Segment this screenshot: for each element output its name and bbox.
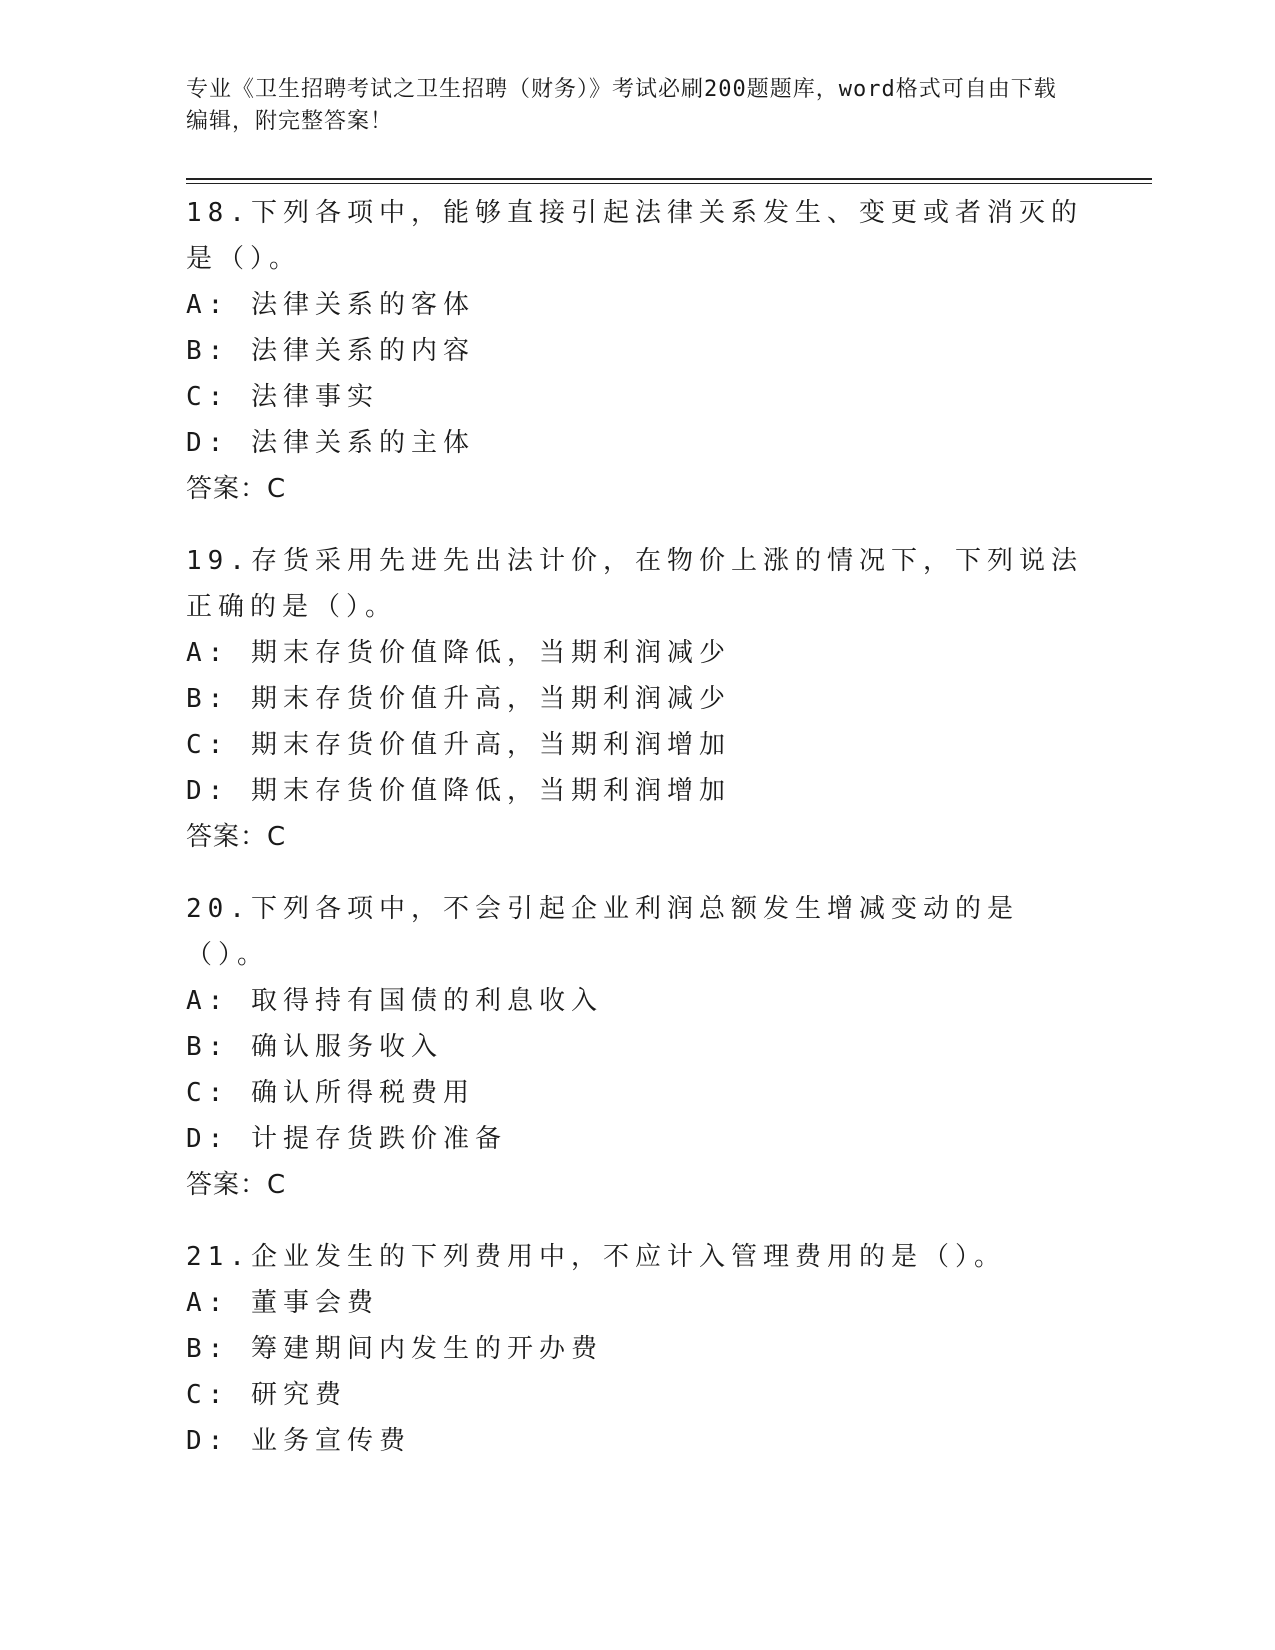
question-list [186,190,1086,1490]
question-21 [186,1234,1086,1464]
option-d: D: 期末存货价值降低，当期利润增加 [186,776,731,806]
answer: 答案：C [186,1170,287,1200]
question-stem: 18.下列各项中，能够直接引起法律关系发生、变更或者消灭的是（）。 [186,198,1083,274]
option-a: A: 法律关系的客体 [186,290,475,320]
question-stem: 21.企业发生的下列费用中，不应计入管理费用的是（）。 [186,1242,1006,1272]
option-a: A: 董事会费 [186,1288,379,1318]
answer: 答案：C [186,474,287,504]
question-18 [186,190,1086,512]
answer: 答案：C [186,822,287,852]
option-c: C: 期末存货价值升高，当期利润增加 [186,730,731,760]
option-a: A: 期末存货价值降低，当期利润减少 [186,638,731,668]
header-rule-thick [186,178,1152,180]
option-b: B: 确认服务收入 [186,1032,443,1062]
option-c: C: 研究费 [186,1380,347,1410]
option-d: D: 业务宣传费 [186,1426,411,1456]
header-rule-thin [186,183,1152,184]
question-stem: 19.存货采用先进先出法计价，在物价上涨的情况下，下列说法正确的是（）。 [186,546,1083,622]
document-header: 专业《卫生招聘考试之卫生招聘（财务）》考试必刷200题题库，word格式可自由下载编辑，附完整答案！ [186,77,1057,134]
question-20 [186,886,1086,1208]
option-b: B: 法律关系的内容 [186,336,475,366]
option-d: D: 计提存货跌价准备 [186,1124,507,1154]
question-stem: 20.下列各项中，不会引起企业利润总额发生增减变动的是（）。 [186,894,1019,970]
option-c: C: 法律事实 [186,382,379,412]
option-d: D: 法律关系的主体 [186,428,475,458]
question-19 [186,538,1086,860]
option-b: B: 筹建期间内发生的开办费 [186,1334,603,1364]
option-a: A: 取得持有国债的利息收入 [186,986,603,1016]
option-b: B: 期末存货价值升高，当期利润减少 [186,684,731,714]
option-c: C: 确认所得税费用 [186,1078,475,1108]
